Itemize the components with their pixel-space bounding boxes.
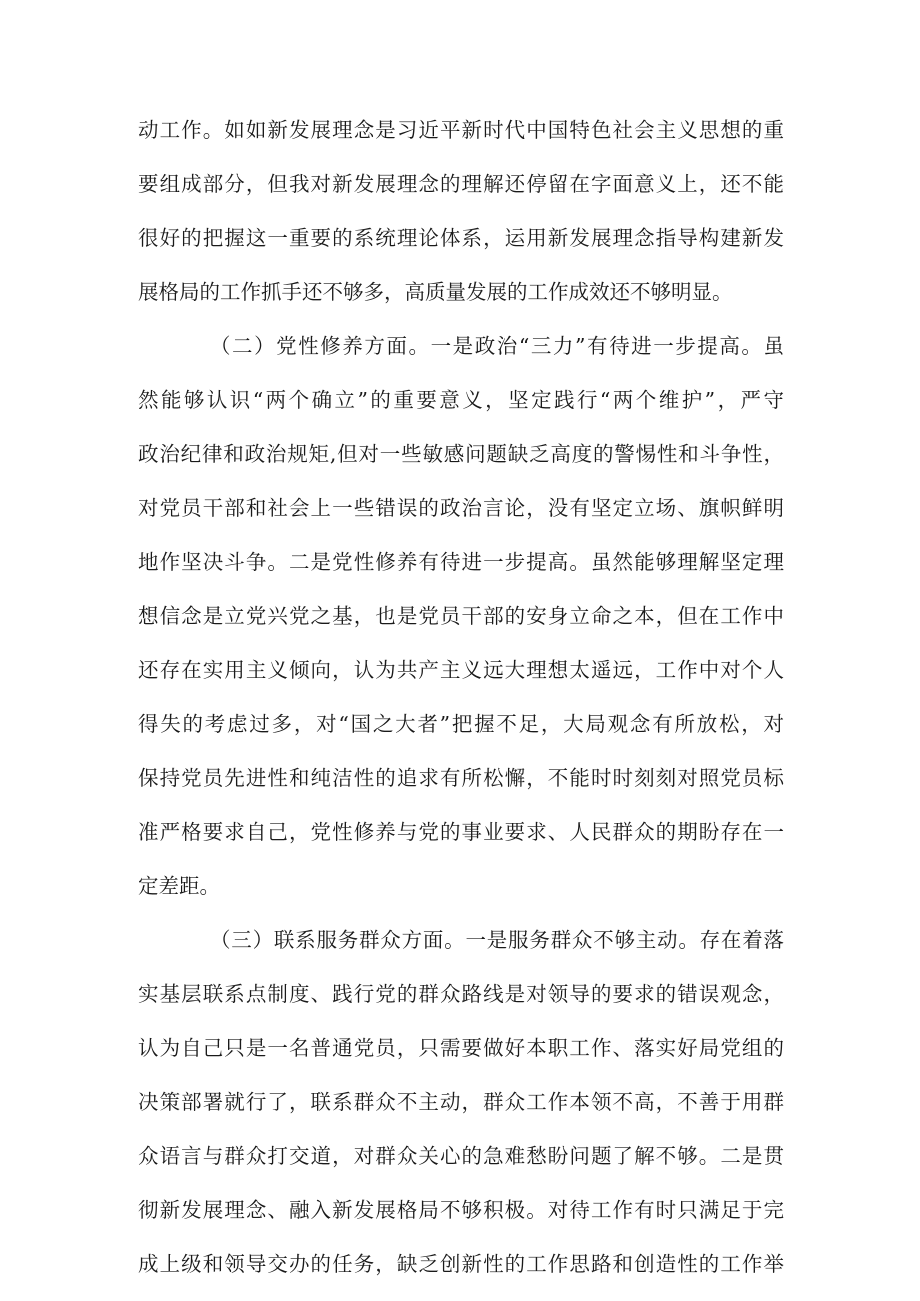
paragraph-line: 然能够认识“两个确立”的重要意义，坚定践行“两个维护”，严守 <box>138 388 784 412</box>
paragraph-line: 展格局的工作抓手还不够多，高质量发展的工作成效还不够明显。 <box>138 280 733 304</box>
paragraph-line: 想信念是立党兴党之基，也是党员干部的安身立命之本，但在工作中 <box>138 604 784 628</box>
paragraph-line: 众语言与群众打交道，对群众关心的急难愁盼问题了解不够。二是贯 <box>138 1144 784 1168</box>
paragraph-line: 实基层联系点制度、践行党的群众路线是对领导的要求的错误观念， <box>138 982 784 1006</box>
paragraph-line: 动工作。如如新发展理念是习近平新时代中国特色社会主义思想的重 <box>138 118 784 142</box>
paragraph-line: 定差距。 <box>138 874 220 898</box>
paragraph-line: 准严格要求自己，党性修养与党的事业要求、人民群众的期盼存在一 <box>138 820 784 844</box>
paragraph-line: 对党员干部和社会上一些错误的政治言论，没有坚定立场、旗帜鲜明 <box>138 496 784 520</box>
paragraph-line: 地作坚决斗争。二是党性修养有待进一步提高。虽然能够理解坚定理 <box>138 550 784 574</box>
paragraph-line: 政治纪律和政治规矩,但对一些敏感问题缺乏高度的警惕性和斗争性， <box>138 442 784 466</box>
paragraph-line: 得失的考虑过多，对“国之大者”把握不足，大局观念有所放松，对 <box>138 712 784 736</box>
paragraph-line: 认为自己只是一名普通党员，只需要做好本职工作、落实好局党组的 <box>138 1036 784 1060</box>
paragraph-line: 彻新发展理念、融入新发展格局不够积极。对待工作有时只满足于完 <box>138 1198 784 1222</box>
paragraph-line: （二）党性修养方面。一是政治“三力”有待进一步提高。虽 <box>210 334 784 358</box>
paragraph-line: 还存在实用主义倾向，认为共产主义远大理想太遥远，工作中对个人 <box>138 658 784 682</box>
paragraph-line: 成上级和领导交办的任务，缺乏创新性的工作思路和创造性的工作举 <box>138 1252 784 1276</box>
paragraph-line: 保持党员先进性和纯洁性的追求有所松懈，不能时时刻刻对照党员标 <box>138 766 784 790</box>
paragraph-line: 要组成部分，但我对新发展理念的理解还停留在字面意义上，还不能 <box>138 172 784 196</box>
paragraph-line: （三）联系服务群众方面。一是服务群众不够主动。存在着落 <box>210 928 784 952</box>
paragraph-line: 很好的把握这一重要的系统理论体系，运用新发展理念指导构建新发 <box>138 226 784 250</box>
paragraph-line: 决策部署就行了，联系群众不主动，群众工作本领不高，不善于用群 <box>138 1090 784 1114</box>
